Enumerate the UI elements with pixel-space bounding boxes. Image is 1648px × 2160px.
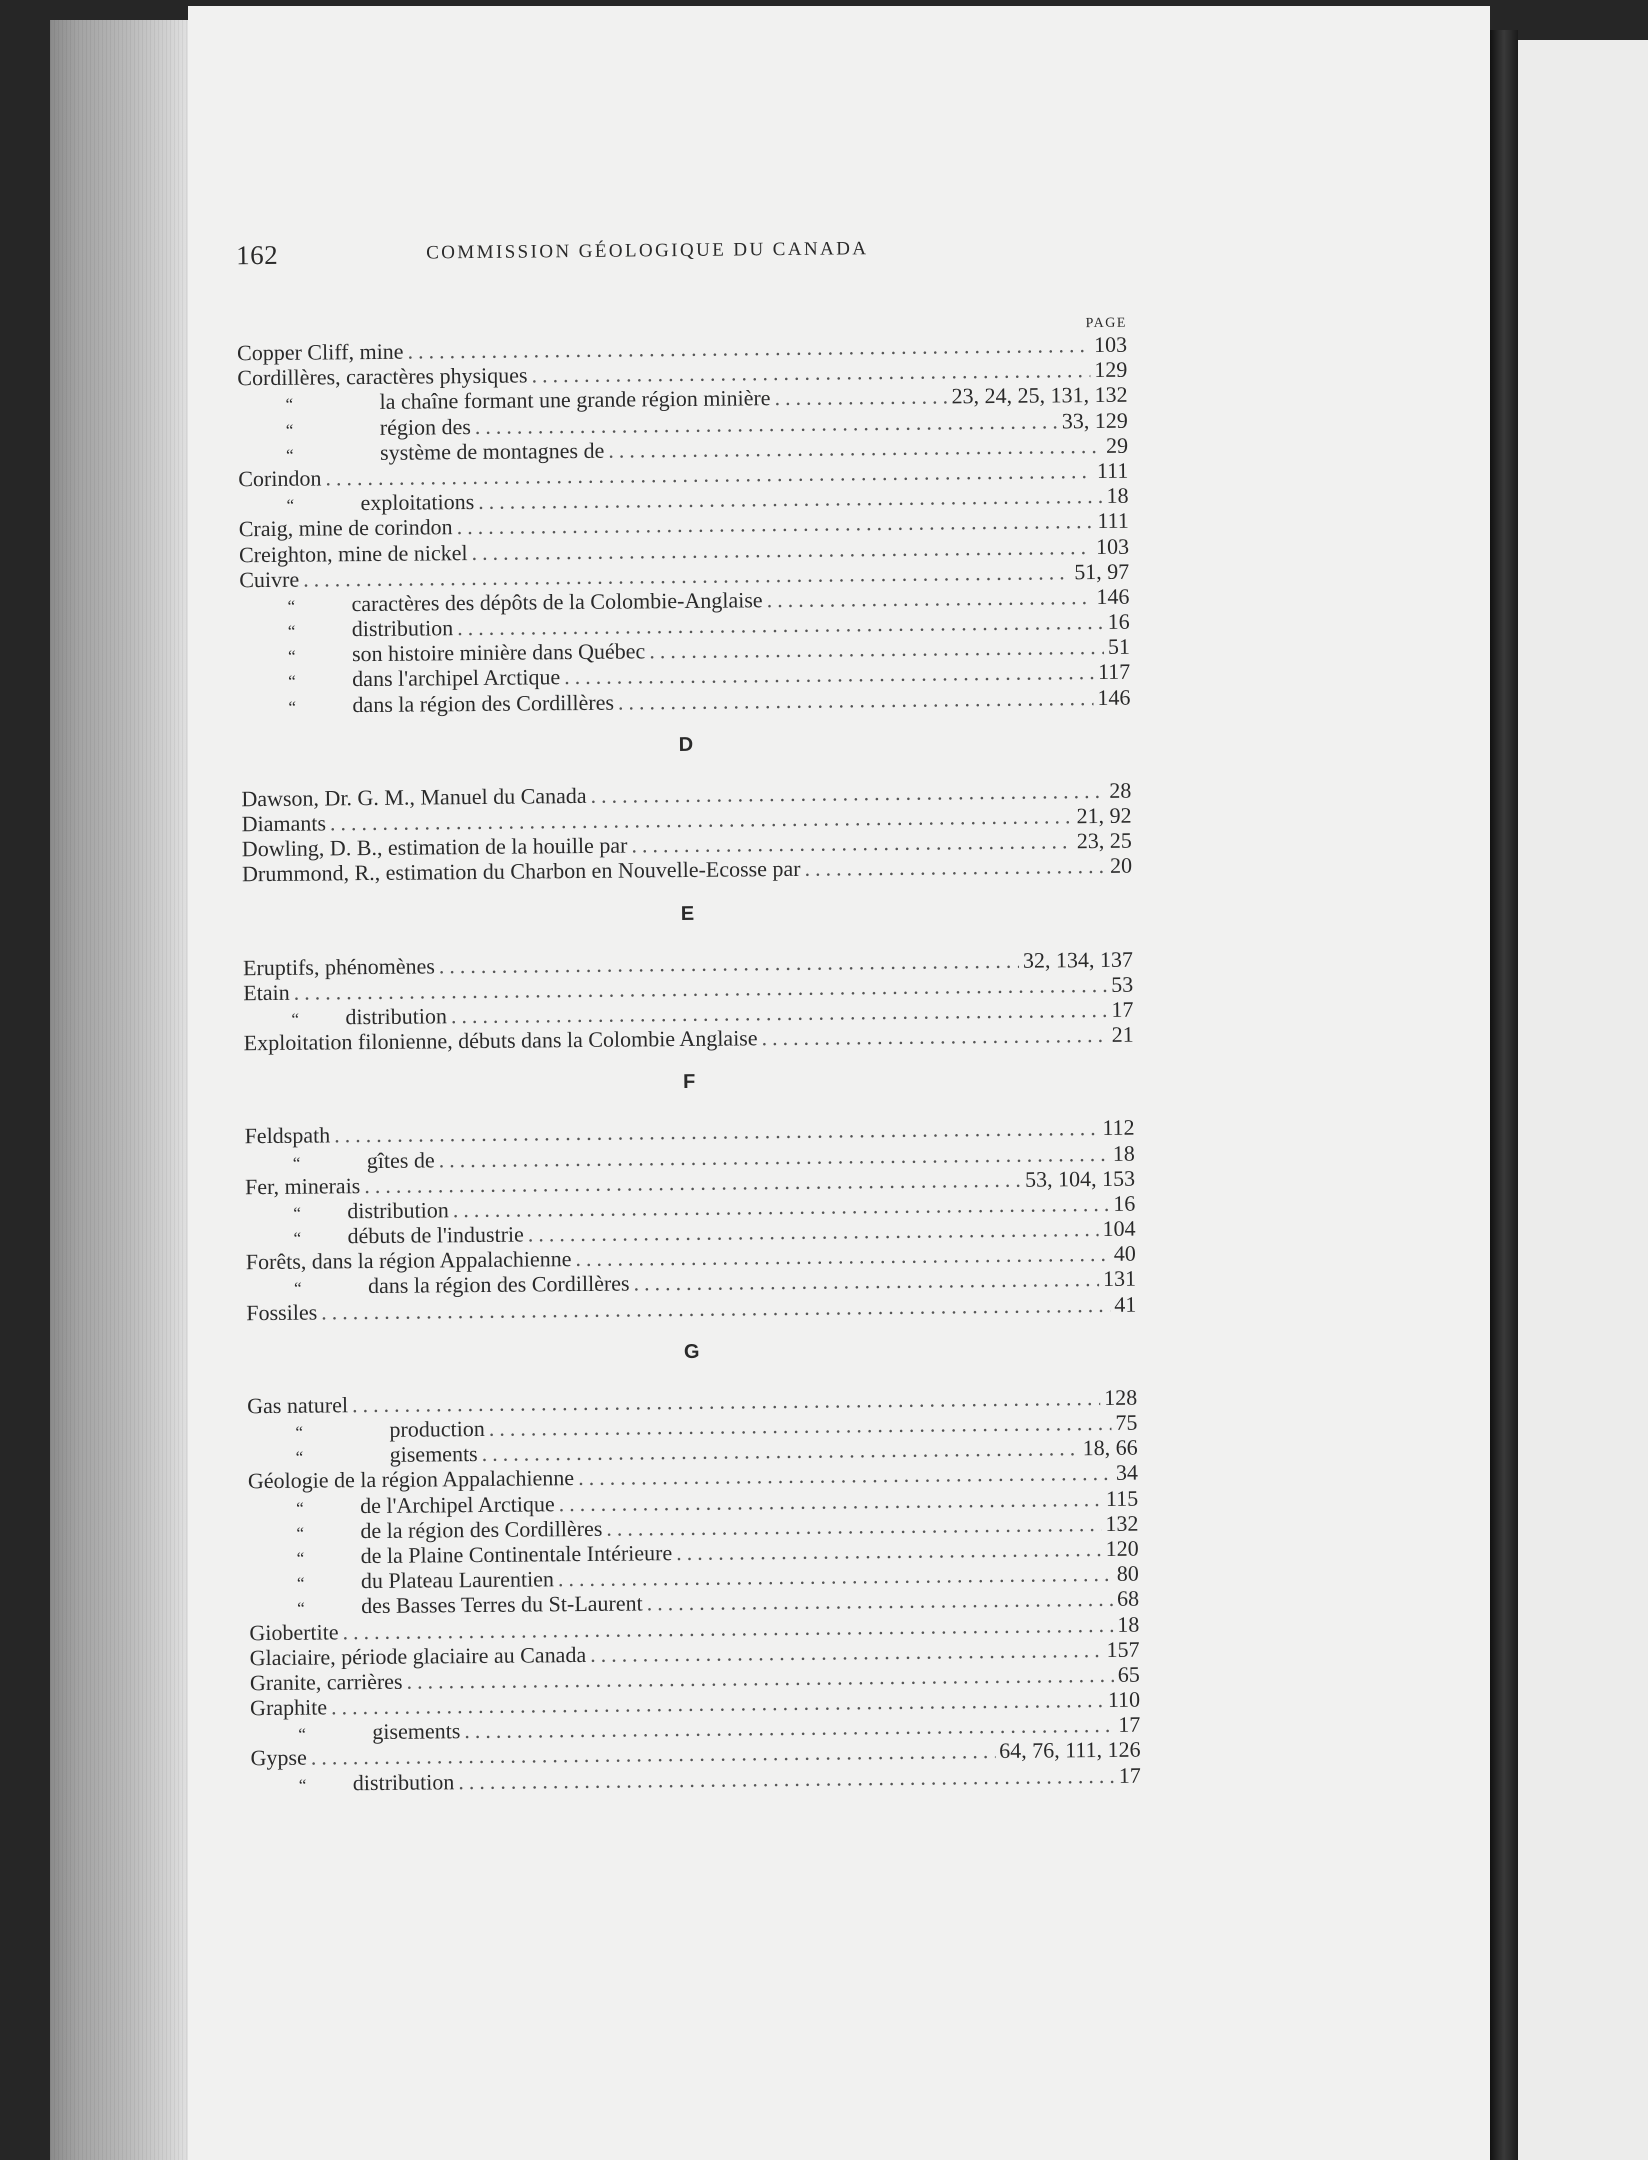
entry-page-refs: 111 [1097, 508, 1129, 534]
entry-page-refs: 146 [1097, 684, 1131, 710]
facing-page-edge [1518, 40, 1648, 2160]
entry-term: dans la région des Cordillères [352, 689, 615, 717]
entry-term: Cuivre [239, 566, 300, 592]
entry-term: dans la région des Cordillères [367, 1270, 630, 1299]
entry-page-refs: 128 [1104, 1384, 1138, 1410]
page-content [236, 232, 1141, 1796]
index-section [237, 332, 1131, 718]
entry-term: Corindon [238, 465, 322, 492]
entry-term: Diamants [241, 810, 327, 837]
entry-page-refs: 32, 134, 137 [1022, 946, 1134, 973]
entry-page-refs: 65 [1117, 1661, 1140, 1687]
index-section [244, 1115, 1136, 1325]
ditto-mark: “ [285, 395, 294, 415]
entry-page-refs: 18 [1112, 1140, 1135, 1166]
entry-term: gisements [372, 1718, 461, 1745]
entry-term: Craig, mine de corindon [238, 514, 453, 542]
entry-term: Giobertite [249, 1618, 339, 1645]
dot-leader [774, 384, 947, 411]
entry-term: des Basses Terres du St-Laurent [361, 1590, 643, 1619]
ditto-mark: “ [293, 1228, 302, 1248]
ditto-mark: “ [291, 1009, 300, 1029]
entry-term: Gas naturel [247, 1392, 349, 1419]
running-title: COMMISSION GÉOLOGIQUE DU CANADA [426, 238, 869, 264]
ditto-mark: “ [296, 1523, 305, 1543]
index-section [247, 1384, 1141, 1796]
entry-page-refs: 16 [1107, 608, 1130, 634]
entry-page-refs: 132 [1105, 1510, 1139, 1536]
entry-term: gisements [389, 1441, 478, 1468]
ditto-mark: “ [292, 1153, 301, 1173]
entry-page-refs: 17 [1118, 1762, 1141, 1788]
index-section [241, 778, 1132, 887]
entry-term: Creighton, mine de nickel [238, 539, 468, 567]
entry-page-refs: 129 [1094, 356, 1128, 383]
entry-page-refs: 41 [1114, 1291, 1137, 1317]
page-header [236, 232, 1126, 281]
entry-term: Eruptifs, phénomènes [242, 952, 435, 980]
entry-term: système de montagnes de [379, 437, 605, 465]
ditto-mark: “ [296, 1548, 305, 1568]
entry-page-refs: 68 [1116, 1585, 1140, 1612]
entry-term: Fer, minerais [244, 1172, 361, 1199]
ditto-mark: “ [296, 1573, 305, 1593]
entry-page-refs: 18, 66 [1082, 1434, 1138, 1461]
entry-term: région des [379, 413, 471, 440]
page-column-label: PAGE [1085, 315, 1127, 332]
entry-term: distribution [352, 1768, 455, 1795]
entry-page-refs: 110 [1107, 1686, 1141, 1713]
ditto-mark: “ [298, 1724, 307, 1744]
entry-term: Etain [243, 979, 290, 1005]
entry-page-refs: 157 [1106, 1636, 1140, 1662]
entry-page-refs: 115 [1105, 1485, 1139, 1511]
entry-page-refs: 17 [1111, 996, 1134, 1022]
entry-page-refs: 40 [1113, 1240, 1136, 1267]
ditto-mark: “ [287, 596, 296, 616]
entry-term: distribution [351, 615, 454, 642]
entry-page-refs: 112 [1102, 1115, 1135, 1141]
ditto-mark: “ [293, 1203, 301, 1223]
entry-page-refs: 53 [1111, 971, 1134, 997]
section-letter-heading: G [683, 1340, 700, 1363]
ditto-mark: “ [295, 1447, 304, 1467]
entry-term: Graphite [249, 1694, 328, 1721]
dot-leader [618, 685, 1094, 715]
entry-term: Fossiles [246, 1299, 318, 1325]
ditto-mark: “ [286, 495, 295, 515]
entry-page-refs: 21, 92 [1076, 802, 1132, 829]
book-page-edges [50, 20, 190, 2160]
index-body [237, 332, 1141, 1796]
entry-term: Forêts, dans la région Appalachienne [245, 1246, 572, 1275]
index-section [243, 946, 1134, 1055]
entry-term: production [389, 1415, 485, 1442]
entry-page-refs: 28 [1109, 777, 1132, 803]
dot-leader [761, 1022, 1107, 1051]
section-letter-heading: F [682, 1071, 696, 1094]
entry-term: distribution [347, 1197, 449, 1224]
section-letter-heading: D [678, 733, 694, 756]
entry-term: Dowling, D. B., estimation de la houille par [241, 832, 628, 862]
entry-term: Cordillères, caractères physiques [237, 362, 528, 391]
entry-page-refs: 117 [1097, 659, 1131, 685]
entry-page-refs: 17 [1118, 1711, 1141, 1738]
entry-term: Géologie de la région Appalachienne [247, 1465, 575, 1494]
entry-page-refs: 111 [1096, 457, 1129, 483]
entry-term: distribution [345, 1003, 448, 1030]
entry-page-refs: 21 [1111, 1021, 1134, 1048]
entry-term: Feldspath [244, 1122, 331, 1149]
entry-term: débuts de l'industrie [347, 1221, 524, 1249]
entry-page-refs: 33, 129 [1061, 407, 1128, 433]
section-letter-heading: E [680, 902, 695, 925]
entry-page-refs: 146 [1096, 583, 1130, 609]
ditto-mark: “ [287, 621, 296, 641]
entry-term: Dawson, Dr. G. M., Manuel du Canada [241, 782, 587, 812]
entry-term: son histoire minière dans Québec [351, 638, 646, 667]
entry-term: caractères des dépôts de la Colombie-Anglaise [351, 587, 763, 617]
entry-page-refs: 104 [1102, 1215, 1136, 1242]
entry-term: Glaciaire, période glaciaire au Canada [249, 1641, 587, 1670]
entry-page-refs: 80 [1116, 1560, 1139, 1587]
ditto-mark: “ [297, 1598, 305, 1619]
entry-term: Exploitation filonienne, débuts dans la Colombie Anglaise [243, 1025, 758, 1056]
entry-term: Granite, carrières [249, 1668, 403, 1696]
entry-term: gîtes de [366, 1146, 435, 1173]
entry-page-refs: 20 [1109, 853, 1133, 879]
ditto-mark: “ [296, 1498, 304, 1518]
ditto-mark: “ [287, 646, 296, 667]
dot-leader [766, 584, 1092, 612]
ditto-mark: “ [285, 445, 294, 465]
dot-leader [804, 853, 1106, 881]
entry-page-refs: 131 [1102, 1266, 1137, 1292]
entry-page-refs: 103 [1095, 533, 1130, 559]
entry-term: dans l'archipel Arctique [352, 664, 561, 692]
entry-page-refs: 23, 25 [1076, 827, 1132, 854]
entry-term: exploitations [360, 489, 475, 516]
entry-term: de la Plaine Continentale Intérieure [360, 1540, 673, 1569]
entry-page-refs: 18 [1106, 482, 1129, 509]
ditto-mark: “ [295, 1422, 304, 1442]
entry-term: de l'Archipel Arctique [360, 1490, 555, 1518]
entry-page-refs: 34 [1115, 1460, 1139, 1486]
entry-page-refs: 18 [1117, 1611, 1140, 1637]
entry-page-refs: 75 [1115, 1409, 1138, 1435]
entry-term: la chaîne formant une grande région minière [379, 385, 771, 415]
entry-page-refs: 53, 104, 153 [1024, 1165, 1136, 1192]
entry-page-refs: 29 [1105, 432, 1129, 458]
entry-term: Gypse [250, 1745, 307, 1771]
entry-page-refs: 23, 24, 25, 131, 132 [951, 382, 1128, 409]
ditto-mark: “ [288, 672, 296, 692]
entry-term: du Plateau Laurentien [360, 1566, 555, 1594]
entry-page-refs: 16 [1113, 1190, 1136, 1216]
entry-page-refs: 103 [1093, 331, 1128, 358]
entry-page-refs: 120 [1105, 1535, 1139, 1561]
entry-term: de la région des Cordillères [360, 1515, 603, 1543]
entry-term: Copper Cliff, mine [236, 338, 404, 366]
entry-page-refs: 51, 97 [1074, 558, 1130, 584]
entry-page-refs: 64, 76, 111, 126 [999, 1737, 1141, 1764]
ditto-mark: “ [285, 420, 294, 440]
ditto-mark: “ [288, 697, 297, 717]
ditto-mark: “ [293, 1279, 302, 1299]
entry-page-refs: 51 [1107, 633, 1131, 660]
ditto-mark: “ [298, 1775, 307, 1795]
entry-term: Drummond, R., estimation du Charbon en Nouvelle-Ecosse par [241, 856, 801, 887]
book-gutter [1490, 30, 1518, 2160]
page-number: 162 [236, 239, 279, 271]
